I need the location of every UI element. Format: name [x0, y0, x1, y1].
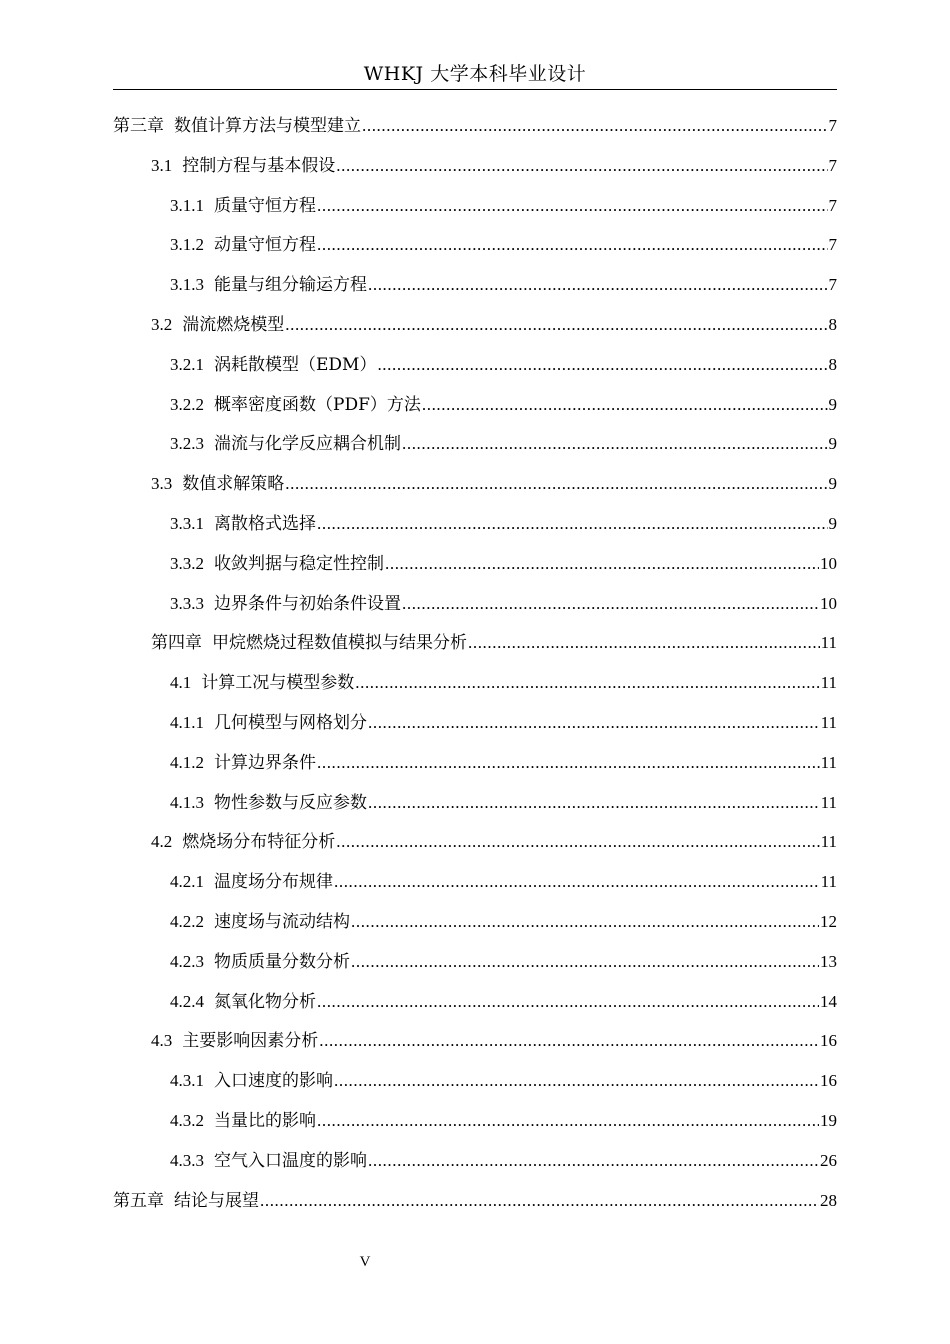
- toc-entry-number: 第三章: [113, 116, 164, 135]
- toc-entry-page: 7: [828, 155, 837, 175]
- toc-entry[interactable]: [113, 783, 837, 823]
- toc-entry-title: 当量比的影响: [214, 1110, 316, 1131]
- toc-entry[interactable]: [113, 942, 837, 982]
- page-number: V: [359, 1254, 371, 1270]
- toc-dot-leader: [402, 424, 828, 464]
- toc-entry[interactable]: [113, 703, 837, 743]
- toc-dot-leader: [285, 464, 827, 504]
- toc-entry-page: 10: [820, 553, 837, 573]
- toc-dot-leader: [368, 703, 820, 743]
- toc-entry-title: 能量与组分输运方程: [214, 275, 367, 296]
- toc-entry[interactable]: [113, 822, 837, 862]
- toc-entry-page: 16: [820, 1071, 837, 1091]
- toc-dot-leader: [368, 265, 828, 305]
- toc-entry-number: 4.3: [151, 1031, 173, 1051]
- toc-entry-page: 11: [820, 712, 837, 732]
- toc-entry-title: 概率密度函数（PDF）方法: [214, 394, 421, 415]
- toc-entry-title: 几何模型与网格划分: [214, 712, 367, 733]
- toc-entry-number: 4.1: [170, 673, 192, 693]
- toc-dot-leader: [317, 186, 828, 226]
- toc-entry-number: 4.3.3: [170, 1150, 204, 1170]
- toc-entry-number: 3.1.3: [170, 275, 204, 295]
- toc-dot-leader: [285, 305, 827, 345]
- toc-entry-title: 控制方程与基本假设: [182, 155, 336, 176]
- toc-entry-title: 结论与展望: [174, 1190, 259, 1211]
- toc-entry[interactable]: [113, 265, 837, 305]
- toc-dot-leader: [317, 743, 820, 783]
- toc-entry-page: 7: [828, 275, 837, 295]
- toc-entry-page: 14: [820, 991, 837, 1011]
- toc-entry-page: 11: [820, 792, 837, 812]
- toc-entry-page: 9: [828, 434, 837, 454]
- toc-entry-page: 12: [820, 911, 837, 931]
- toc-entry-number: 3.3: [151, 474, 173, 494]
- page-header: WHKJ 大学本科毕业设计: [363, 63, 587, 85]
- toc-entry[interactable]: [113, 743, 837, 783]
- toc-entry-page: 11: [820, 832, 837, 852]
- toc-dot-leader: [468, 623, 820, 663]
- toc-dot-leader: [319, 1021, 819, 1061]
- toc-entry-title: 计算边界条件: [214, 752, 316, 773]
- toc-entry-title: 温度场分布规律: [214, 872, 333, 893]
- toc-entry[interactable]: [113, 623, 837, 663]
- toc-dot-leader: [351, 942, 819, 982]
- toc-entry-number: 4.2.2: [170, 911, 204, 931]
- toc-entry[interactable]: [113, 862, 837, 902]
- toc-dot-leader: [334, 862, 820, 902]
- toc-entry-page: 7: [828, 116, 837, 135]
- toc-entry[interactable]: [113, 902, 837, 942]
- toc-dot-leader: [336, 822, 819, 862]
- toc-entry-page: 7: [828, 235, 837, 255]
- toc-entry-page: 28: [820, 1190, 837, 1210]
- toc-entry-title: 主要影响因素分析: [182, 1031, 319, 1052]
- toc-dot-leader: [317, 225, 828, 265]
- toc-entry-page: 11: [820, 633, 837, 653]
- toc-entry[interactable]: [113, 1101, 837, 1141]
- toc-entry-number: 4.1.2: [170, 752, 204, 772]
- toc-entry-number: 第四章: [151, 633, 202, 653]
- toc-entry-title: 湍流与化学反应耦合机制: [214, 434, 401, 455]
- toc-entry-title: 空气入口温度的影响: [214, 1150, 367, 1171]
- toc-entry-number: 3.1: [151, 155, 173, 175]
- toc-entry-number: 4.2.1: [170, 872, 204, 892]
- toc-entry-number: 4.1.1: [170, 712, 204, 732]
- toc-dot-leader: [334, 1061, 819, 1101]
- toc-entry-title: 边界条件与初始条件设置: [214, 593, 401, 614]
- toc-entry-title: 收敛判据与稳定性控制: [214, 553, 384, 574]
- table-of-contents: [113, 106, 837, 1220]
- toc-entry-number: 第五章: [113, 1190, 164, 1210]
- toc-entry[interactable]: [113, 345, 837, 385]
- toc-entry[interactable]: [113, 186, 837, 226]
- toc-entry[interactable]: [113, 1021, 837, 1061]
- toc-dot-leader: [368, 783, 820, 823]
- toc-entry-title: 湍流燃烧模型: [182, 314, 285, 335]
- toc-entry-title: 计算工况与模型参数: [201, 673, 355, 694]
- toc-entry-number: 4.2.3: [170, 951, 204, 971]
- toc-dot-leader: [336, 146, 827, 186]
- toc-entry-number: 4.1.3: [170, 792, 204, 812]
- toc-entry[interactable]: [113, 544, 837, 584]
- toc-entry-page: 9: [828, 474, 837, 494]
- toc-entry-page: 9: [828, 513, 837, 533]
- toc-entry[interactable]: [113, 464, 837, 504]
- header-divider: [113, 89, 837, 90]
- toc-dot-leader: [317, 1101, 819, 1141]
- toc-entry[interactable]: [113, 982, 837, 1022]
- toc-entry-page: 19: [820, 1110, 837, 1130]
- toc-dot-leader: [260, 1181, 819, 1221]
- toc-entry[interactable]: [113, 663, 837, 703]
- toc-entry-page: 10: [820, 593, 837, 613]
- toc-entry-title: 甲烷燃烧过程数值模拟与结果分析: [212, 633, 467, 654]
- toc-entry[interactable]: [113, 1061, 837, 1101]
- toc-entry-page: 13: [820, 951, 837, 971]
- toc-entry-title: 动量守恒方程: [214, 235, 316, 256]
- toc-dot-leader: [377, 345, 827, 385]
- toc-entry[interactable]: [113, 225, 837, 265]
- toc-entry[interactable]: [113, 584, 837, 624]
- toc-entry-title: 数值求解策略: [182, 474, 285, 495]
- toc-entry-title: 物性参数与反应参数: [214, 792, 367, 813]
- toc-entry-number: 3.1.1: [170, 195, 204, 215]
- toc-dot-leader: [317, 504, 828, 544]
- toc-entry-number: 3.1.2: [170, 235, 204, 255]
- toc-entry-title: 数值计算方法与模型建立: [174, 116, 361, 136]
- toc-entry-title: 入口速度的影响: [214, 1071, 333, 1092]
- toc-entry-page: 9: [828, 394, 837, 414]
- toc-entry-number: 3.3.2: [170, 553, 204, 573]
- toc-entry-page: 8: [828, 354, 837, 374]
- toc-entry-number: 3.2.2: [170, 394, 204, 414]
- toc-entry[interactable]: [113, 106, 837, 146]
- toc-entry-page: 7: [828, 195, 837, 215]
- toc-entry-number: 3.3.3: [170, 593, 204, 613]
- toc-entry-title: 速度场与流动结构: [214, 911, 350, 932]
- toc-dot-leader: [317, 982, 819, 1022]
- toc-entry-number: 4.2: [151, 832, 173, 852]
- toc-entry-number: 3.3.1: [170, 513, 204, 533]
- toc-entry-page: 11: [820, 673, 837, 693]
- toc-dot-leader: [362, 106, 828, 146]
- toc-entry-number: 3.2: [151, 314, 173, 334]
- toc-entry-number: 3.2.1: [170, 354, 204, 374]
- toc-entry-title: 离散格式选择: [214, 513, 316, 534]
- toc-entry-page: 16: [820, 1031, 837, 1051]
- toc-entry[interactable]: [113, 1141, 837, 1181]
- toc-entry-title: 氮氧化物分析: [214, 991, 316, 1012]
- toc-entry-number: 3.2.3: [170, 434, 204, 454]
- toc-entry[interactable]: [113, 1181, 837, 1221]
- toc-entry-number: 4.3.1: [170, 1071, 204, 1091]
- toc-dot-leader: [368, 1141, 819, 1181]
- toc-dot-leader: [402, 584, 819, 624]
- toc-entry-page: 11: [820, 872, 837, 892]
- toc-dot-leader: [385, 544, 819, 584]
- toc-entry[interactable]: [113, 424, 837, 464]
- toc-entry[interactable]: [113, 504, 837, 544]
- toc-entry-title: 涡耗散模型（EDM）: [214, 354, 377, 375]
- toc-entry-page: 11: [820, 752, 837, 772]
- toc-dot-leader: [422, 385, 828, 425]
- toc-entry[interactable]: [113, 305, 837, 345]
- toc-entry-page: 8: [828, 314, 837, 334]
- toc-entry[interactable]: [113, 146, 837, 186]
- toc-entry-title: 物质质量分数分析: [214, 951, 350, 972]
- toc-entry-title: 质量守恒方程: [214, 195, 316, 216]
- toc-entry-page: 26: [820, 1150, 837, 1170]
- toc-dot-leader: [355, 663, 819, 703]
- toc-entry-number: 4.2.4: [170, 991, 204, 1011]
- toc-dot-leader: [351, 902, 819, 942]
- toc-entry-title: 燃烧场分布特征分析: [182, 832, 336, 853]
- toc-entry[interactable]: [113, 385, 837, 425]
- toc-entry-number: 4.3.2: [170, 1110, 204, 1130]
